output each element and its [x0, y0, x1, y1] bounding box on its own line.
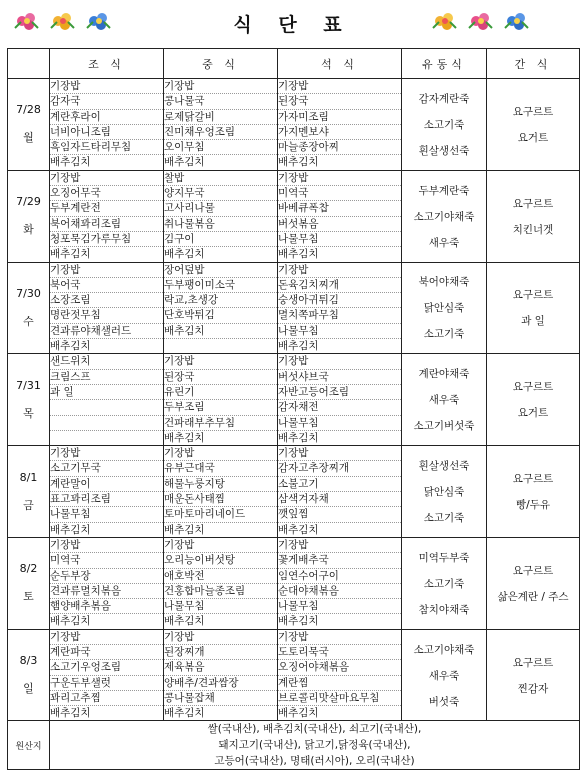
- day-cell: [8, 537, 50, 629]
- snack-item: 요구르트: [512, 197, 554, 210]
- menu-item: 기장밥: [50, 263, 163, 278]
- menu-item: 북어국: [50, 278, 163, 293]
- liquid-cell: [402, 262, 487, 354]
- snack-item: 요구르트: [512, 381, 554, 394]
- origin-line: 돼지고기(국내산), 닭고기,닭정육(국내산),: [218, 739, 411, 752]
- menu-item: 된장국: [164, 370, 277, 385]
- menu-item: 흑임자드타리무침: [50, 140, 163, 155]
- breakfast-cell: [50, 79, 164, 171]
- menu-item: 나물무침: [278, 232, 401, 247]
- origin-label: 원산지: [8, 721, 50, 770]
- menu-item: 단호박튀김: [164, 308, 277, 323]
- menu-item: 기장밥: [278, 630, 401, 645]
- dinner-cell: [278, 446, 402, 538]
- menu-table: [7, 48, 580, 770]
- menu-item: 명란젓무침: [50, 308, 163, 323]
- snack-cell: [487, 446, 580, 538]
- menu-item: 제육볶음: [164, 660, 277, 675]
- snack-cell: [487, 79, 580, 171]
- menu-item: 해물누룽지탕: [164, 477, 277, 492]
- date-label: 8/2: [19, 562, 38, 576]
- snack-item: 요거트: [517, 131, 549, 144]
- breakfast-cell: [50, 354, 164, 446]
- menu-item: 기장밥: [278, 263, 401, 278]
- menu-item: 찰밥: [164, 171, 277, 186]
- menu-item: 유린기: [164, 385, 277, 400]
- menu-item: 배추김치: [164, 248, 205, 261]
- pink-flower-icon: [466, 8, 498, 34]
- menu-item: 자반고등어조림: [278, 385, 401, 400]
- menu-item: 깻잎찜: [278, 507, 401, 522]
- menu-item: 소고기무국: [50, 461, 163, 476]
- column-header-breakfast: 조 식: [50, 49, 164, 79]
- flower-decoration-right: [430, 8, 534, 34]
- column-header-liquid: 유동식: [402, 49, 487, 79]
- liquid-item: 계란야채죽: [418, 368, 470, 381]
- day-cell: [8, 629, 50, 721]
- lunch-cell: [164, 446, 278, 538]
- liquid-item: 닭안심죽: [423, 302, 465, 315]
- menu-item: 매운돈사태찜: [164, 492, 277, 507]
- menu-item: 미역국: [50, 553, 163, 568]
- menu-item: 소고기우엉조림: [50, 660, 163, 675]
- dinner-cell: [278, 537, 402, 629]
- menu-item: [164, 339, 277, 353]
- liquid-item: 소고기야채죽: [413, 643, 475, 656]
- menu-item: 계란파국: [50, 645, 163, 660]
- menu-item: 나물무침: [278, 416, 401, 431]
- menu-item: 청포묵김가루무침: [50, 232, 163, 247]
- liquid-item: 새우죽: [428, 669, 460, 682]
- menu-item: 애호박전: [164, 569, 277, 584]
- liquid-item: 북어야채죽: [418, 276, 470, 289]
- menu-item: 멸치쪽파무침: [278, 308, 401, 323]
- menu-item: 견과류멸치볶음: [50, 584, 163, 599]
- snack-item: 찐감자: [517, 682, 549, 695]
- dinner-cell: [278, 262, 402, 354]
- menu-item: 배추김치: [50, 156, 91, 169]
- menu-item: 꽈리고추찜: [50, 691, 163, 706]
- liquid-cell: [402, 170, 487, 262]
- menu-item: 콩나물잡채: [164, 691, 277, 706]
- menu-item: 가지멘보샤: [278, 125, 401, 140]
- menu-item: 배추김치: [164, 431, 205, 444]
- date-label: 7/29: [16, 195, 41, 209]
- menu-item: 배추김치: [278, 615, 319, 628]
- menu-item: 감자채전: [278, 400, 401, 415]
- menu-item: 된장찌개: [164, 645, 277, 660]
- column-header-dinner: 석 식: [278, 49, 402, 79]
- menu-item: 너비아니조림: [50, 125, 163, 140]
- dinner-cell: [278, 354, 402, 446]
- header-row: [8, 49, 580, 79]
- menu-item: 계란말이: [50, 477, 163, 492]
- yellow-flower-icon: [430, 8, 462, 34]
- lunch-cell: [164, 79, 278, 171]
- liquid-cell: [402, 79, 487, 171]
- menu-item: 기장밥: [164, 354, 277, 369]
- snack-item: 과 일: [521, 315, 545, 328]
- breakfast-cell: [50, 629, 164, 721]
- day-cell: [8, 262, 50, 354]
- menu-item: 숭생아귀튀김: [278, 293, 401, 308]
- menu-item: [50, 416, 163, 431]
- menu-item: 기장밥: [50, 171, 163, 186]
- menu-item: 유부근대국: [164, 461, 277, 476]
- menu-item: 건파래부추무침: [164, 416, 277, 431]
- day-row: [8, 629, 580, 721]
- liquid-item: 두부계란죽: [418, 184, 470, 197]
- snack-item: 요구르트: [512, 473, 554, 486]
- day-row: [8, 79, 580, 171]
- menu-item: 기장밥: [278, 79, 401, 94]
- menu-item: 나물무침: [50, 507, 163, 522]
- menu-item: 구운두부샐럿: [50, 676, 163, 691]
- menu-item: 취나물볶음: [164, 217, 277, 232]
- menu-item: 순대야채볶음: [278, 584, 401, 599]
- menu-item: 기장밥: [164, 630, 277, 645]
- menu-item: 나물무침: [278, 599, 401, 614]
- snack-cell: [487, 170, 580, 262]
- date-label: 8/3: [19, 654, 38, 668]
- menu-item: 순두부장: [50, 569, 163, 584]
- menu-item: 배추김치: [278, 523, 319, 536]
- menu-item: 견과류야채샐러드: [50, 324, 163, 339]
- menu-item: 양배추/견과쌈장: [164, 676, 277, 691]
- snack-item: 삶은계란 / 주스: [497, 590, 569, 603]
- menu-item: 락교,초생강: [164, 293, 277, 308]
- liquid-cell: [402, 354, 487, 446]
- menu-item: 배추김치: [50, 340, 91, 353]
- page-title: 식 단 표: [233, 14, 352, 36]
- menu-item: 바베큐폭찹: [278, 201, 401, 216]
- menu-item: 감자국: [50, 94, 163, 109]
- day-row: [8, 446, 580, 538]
- origin-info: [50, 721, 580, 770]
- menu-body: [8, 79, 580, 721]
- menu-item: 기장밥: [278, 354, 401, 369]
- weekday-label: 목: [23, 406, 34, 420]
- menu-item: 두부조림: [164, 400, 277, 415]
- snack-item: 치킨너겟: [512, 223, 554, 236]
- menu-item: 배추김치: [278, 431, 319, 444]
- liquid-item: 소고기죽: [423, 577, 465, 590]
- menu-item: 로제닭갈비: [164, 110, 277, 125]
- liquid-item: 닭안심죽: [423, 486, 465, 499]
- day-row: [8, 170, 580, 262]
- menu-item: [50, 400, 163, 415]
- day-cell: [8, 354, 50, 446]
- column-header-lunch: 중 식: [164, 49, 278, 79]
- weekday-label: 토: [23, 590, 34, 604]
- menu-item: 된장국: [278, 94, 401, 109]
- snack-cell: [487, 629, 580, 721]
- lunch-cell: [164, 354, 278, 446]
- liquid-item: 소고기죽: [423, 512, 465, 525]
- menu-item: 오리능이버섯탕: [164, 553, 277, 568]
- menu-item: 장어덮밥: [164, 263, 277, 278]
- corner-cell: [8, 49, 50, 79]
- menu-item: 기장밥: [50, 79, 163, 94]
- menu-item: 배추김치: [278, 340, 319, 353]
- weekday-label: 월: [23, 131, 34, 145]
- snack-item: 요구르트: [512, 564, 554, 577]
- date-label: 8/1: [19, 470, 38, 484]
- snack-item: 요구르트: [512, 289, 554, 302]
- weekday-label: 일: [23, 682, 34, 696]
- menu-item: 삼색겨자채: [278, 492, 401, 507]
- menu-item: 김구이: [164, 232, 277, 247]
- menu-item: 기장밥: [278, 446, 401, 461]
- menu-item: 오징어무국: [50, 186, 163, 201]
- breakfast-cell: [50, 262, 164, 354]
- liquid-item: 미역두부죽: [418, 551, 470, 564]
- menu-item: 꽃게배추국: [278, 553, 401, 568]
- menu-item: 계란찜: [278, 676, 401, 691]
- date-label: 7/30: [16, 286, 41, 300]
- liquid-cell: [402, 629, 487, 721]
- origin-row: [8, 721, 580, 770]
- blue-flower-icon: [502, 8, 534, 34]
- menu-item: 배추김치: [278, 156, 319, 169]
- menu-item: 기장밥: [164, 538, 277, 553]
- menu-item: 버섯샤브국: [278, 370, 401, 385]
- menu-item: 배추김치: [164, 523, 205, 536]
- menu-item: 기장밥: [50, 538, 163, 553]
- breakfast-cell: [50, 537, 164, 629]
- liquid-item: 흰살생선죽: [418, 144, 470, 157]
- day-cell: [8, 446, 50, 538]
- snack-item: 빵/두유: [516, 499, 550, 512]
- menu-item: 북어채꽈리조림: [50, 217, 163, 232]
- menu-item: 배추김치: [278, 248, 319, 261]
- origin-line: 고등어(국내산), 명태(러시아), 오리(국내산): [214, 755, 415, 768]
- menu-item: 크림스프: [50, 370, 163, 385]
- menu-item: 기장밥: [278, 171, 401, 186]
- menu-item: 표고꽈리조림: [50, 492, 163, 507]
- menu-item: 기장밥: [50, 446, 163, 461]
- day-row: [8, 262, 580, 354]
- liquid-item: 새우죽: [428, 394, 460, 407]
- menu-item: 배추김치: [164, 615, 205, 628]
- snack-cell: [487, 537, 580, 629]
- weekday-label: 화: [23, 223, 34, 237]
- menu-item: 나물무침: [164, 599, 277, 614]
- menu-item: 건홍합마늘종조림: [164, 584, 277, 599]
- snack-cell: [487, 354, 580, 446]
- menu-item: 배추김치: [164, 156, 205, 169]
- menu-item: 기장밥: [278, 538, 401, 553]
- menu-item: 진미채우엉조림: [164, 125, 277, 140]
- column-header-snack: 간 식: [487, 49, 580, 79]
- dinner-cell: [278, 79, 402, 171]
- menu-item: [50, 431, 163, 445]
- menu-item: 배추김치: [50, 707, 91, 720]
- liquid-cell: [402, 446, 487, 538]
- snack-cell: [487, 262, 580, 354]
- menu-item: 배추김치: [50, 615, 91, 628]
- menu-item: 토마토마리네이드: [164, 507, 277, 522]
- date-label: 7/31: [16, 378, 41, 392]
- menu-item: 계란후라이: [50, 110, 163, 125]
- menu-item: 샌드위치: [50, 354, 163, 369]
- dinner-cell: [278, 170, 402, 262]
- day-cell: [8, 170, 50, 262]
- menu-item: 배추김치: [164, 707, 205, 720]
- menu-item: 감자고추장찌개: [278, 461, 401, 476]
- menu-item: 배추김치: [50, 523, 91, 536]
- menu-item: 소장조림: [50, 293, 163, 308]
- menu-item: 가자미조림: [278, 110, 401, 125]
- menu-item: 콩나물국: [164, 94, 277, 109]
- weekday-label: 금: [23, 498, 34, 512]
- lunch-cell: [164, 629, 278, 721]
- liquid-item: 새우죽: [428, 236, 460, 249]
- menu-item: 기장밥: [164, 79, 277, 94]
- liquid-item: 소고기죽: [423, 118, 465, 131]
- snack-item: 요거트: [517, 407, 549, 420]
- menu-item: 두부계란전: [50, 201, 163, 216]
- origin-line: 쌀(국내산), 배추김치(국내산), 쇠고기(국내산),: [207, 723, 422, 736]
- dinner-cell: [278, 629, 402, 721]
- day-row: [8, 354, 580, 446]
- lunch-cell: [164, 170, 278, 262]
- liquid-item: 소고기야채죽: [413, 210, 475, 223]
- lunch-cell: [164, 262, 278, 354]
- liquid-item: 흰살생선죽: [418, 460, 470, 473]
- day-cell: [8, 79, 50, 171]
- menu-item: 버섯볶음: [278, 217, 401, 232]
- menu-item: 나물무침: [278, 324, 401, 339]
- liquid-cell: [402, 537, 487, 629]
- date-label: 7/28: [16, 103, 41, 117]
- header: [0, 0, 585, 48]
- menu-item: 고사리나물: [164, 201, 277, 216]
- liquid-item: 소고기죽: [423, 328, 465, 341]
- menu-item: 양지무국: [164, 186, 277, 201]
- liquid-item: 소고기버섯죽: [413, 420, 475, 433]
- snack-item: 요구르트: [512, 656, 554, 669]
- menu-item: 돈육김치찌개: [278, 278, 401, 293]
- menu-item: 배추김치: [164, 324, 277, 339]
- menu-item: 두부팽이미소국: [164, 278, 277, 293]
- lunch-cell: [164, 537, 278, 629]
- liquid-item: 감자계란죽: [418, 92, 470, 105]
- menu-item: 배추김치: [278, 707, 319, 720]
- weekday-label: 수: [23, 314, 34, 328]
- menu-item: 미역국: [278, 186, 401, 201]
- menu-item: 햄양배추볶음: [50, 599, 163, 614]
- liquid-item: 버섯죽: [428, 695, 460, 708]
- menu-item: 배추김치: [50, 248, 91, 261]
- menu-item: 오징어야채볶음: [278, 660, 401, 675]
- liquid-item: 참치야채죽: [418, 603, 470, 616]
- menu-item: 도토리묵국: [278, 645, 401, 660]
- menu-item: 마늘종장아찌: [278, 140, 401, 155]
- menu-item: 과 일: [50, 385, 163, 400]
- breakfast-cell: [50, 170, 164, 262]
- menu-item: 기장밥: [164, 446, 277, 461]
- day-row: [8, 537, 580, 629]
- menu-item: 브로콜리맛살마요무침: [278, 691, 401, 706]
- menu-item: 임연수어구이: [278, 569, 401, 584]
- snack-item: 요구르트: [512, 105, 554, 118]
- menu-item: 오이무침: [164, 140, 277, 155]
- menu-item: 기장밥: [50, 630, 163, 645]
- menu-item: 소불고기: [278, 477, 401, 492]
- breakfast-cell: [50, 446, 164, 538]
